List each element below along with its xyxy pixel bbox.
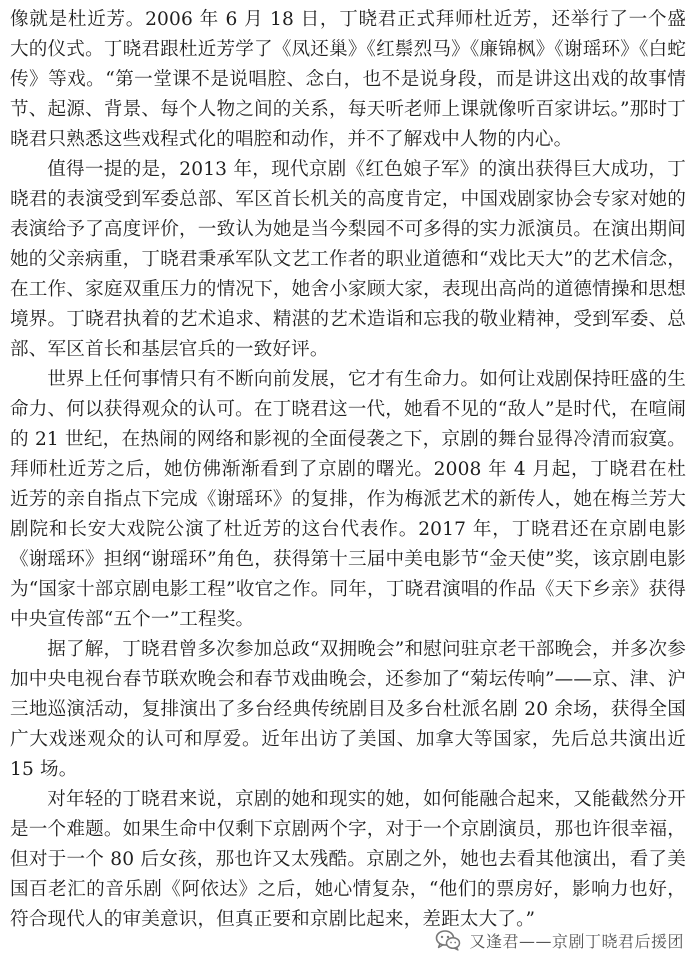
paragraph: 值得一提的是，2013 年，现代京剧《红色娘子军》的演出获得巨大成功，丁晓君的表演受到军委总部、军区首长机关的高度肯定，中国戏剧家协会专家对她的表演给予了高度评价，一致认为她是当今梨园不可多得的实力派演员。在演出期间她的父亲病重，丁晓君秉承军队文艺工作者的职业道德和“戏比天大”的艺术信念，在工作、家庭双重压力的情况下，她舍小家顾大家，表现出高尚的道德情操和思想境界。丁晓君执着的艺术追求、精湛的艺术造诣和忘我的敬业精神，受到军委、总部、军区首长和基层官兵的一致好评。 xyxy=(10,159,686,360)
wechat-icon xyxy=(435,929,461,951)
paragraph: 据了解，丁晓君曾多次参加总政“双拥晚会”和慰问驻京老干部晚会，并多次参加中央电视台春节联欢晚会和春节戏曲晚会，还参加了“菊坛传响”——京、津、沪三地巡演活动，复排演出了多台经典传统剧目及多台杜派名剧 20 余场，获得全国广大戏迷观众的认可和厚爱。近年出访了美国、加拿大等国家，先后总共演出近 15 场。 xyxy=(10,639,686,780)
paragraph: 对年轻的丁晓君来说，京剧的她和现实的她，如何能融合起来，又能截然分开是一个难题。如果生命中仅剩下京剧两个字，对于一个京剧演员，那也许很幸福，但对于一个 80 后女孩，那也许又太残酷。京剧之外，她也去看其他演出，看了美国百老汇的音乐剧《阿依达》之后，她心情复杂，“他们的票房好，影响力也好，符合现代人的审美意识，但真正要和京剧比起来，差距太大了。” xyxy=(10,789,686,930)
paragraph: 像就是杜近芳。2006 年 6 月 18 日，丁晓君正式拜师杜近芳，还举行了一个盛大的仪式。丁晓君跟杜近芳学了《凤还巢》《红鬃烈马》《廉锦枫》《谢瑶环》《白蛇传》等戏。“第一堂课不是说唱腔、念白，也不是说身段，而是讲这出戏的故事情节、起源、背景、每个人物之间的关系，每天听老师上课就像听百家讲坛。”那时丁晓君只熟悉这些戏程式化的唱腔和动作，并不了解戏中人物的内心。 xyxy=(10,9,686,150)
article-body xyxy=(10,5,686,935)
paragraph: 世界上任何事情只有不断向前发展，它才有生命力。如何让戏剧保持旺盛的生命力、何以获得观众的认可。在丁晓君这一代，她看不见的“敌人”是时代，在喧闹的 21 世纪，在热闹的网络和影视的全面侵袭之下，京剧的舞台显得冷清而寂寞。拜师杜近芳之后，她仿佛渐渐看到了京剧的曙光。2008 年 4 月起，丁晓君在杜近芳的亲自指点下完成《谢瑶环》的复排，作为梅派艺术的新传人，她在梅兰芳大剧院和长安大戏院公演了杜近芳的这台代表作。2017 年，丁晓君还在京剧电影《谢瑶环》担纲“谢瑶环”角色，获得第十三届中美电影节“金天使”奖，该京剧电影为“国家十部京剧电影工程”收官之作。同年，丁晓君演唱的作品《天下乡亲》获得中央宣传部“五个一”工程奖。 xyxy=(10,369,686,630)
source-watermark xyxy=(435,925,684,955)
source-account-name: 又逢君——京剧丁晓君后援团 xyxy=(469,931,684,951)
